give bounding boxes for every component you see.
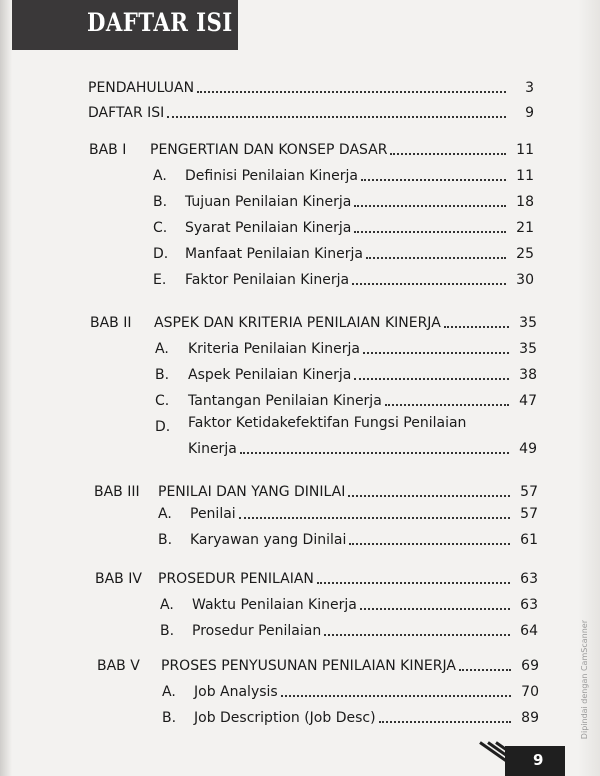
chapter-title-entry xyxy=(161,653,539,675)
toc-item-page: 63 xyxy=(520,597,538,613)
toc-item-label: Faktor Ketidakefektifan Fungsi Penilaian xyxy=(188,415,467,431)
item-letter: C. xyxy=(153,220,168,236)
leader-dots xyxy=(459,669,511,671)
leader-dots xyxy=(354,378,509,380)
toc-entry-label: PENDAHULUAN xyxy=(88,80,195,96)
chapter-label: BAB II xyxy=(90,315,132,331)
leader-dots xyxy=(352,283,506,285)
chapter-title-entry xyxy=(154,310,537,332)
chapter-title-entry xyxy=(158,566,538,588)
toc-item-page: 25 xyxy=(516,246,534,262)
leader-dots xyxy=(197,91,506,93)
leader-dots xyxy=(363,352,509,354)
item-letter: B. xyxy=(158,532,173,548)
item-letter: D. xyxy=(153,246,169,262)
toc-item xyxy=(188,336,537,358)
toc-item-label: Definisi Penilaian Kinerja xyxy=(185,168,358,184)
toc-item-page: 21 xyxy=(516,220,534,236)
leader-dots xyxy=(317,582,510,584)
toc-item-label: Tantangan Penilaian Kinerja xyxy=(188,393,382,409)
toc-item-label: Tujuan Penilaian Kinerja xyxy=(185,194,352,210)
chapter-title-entry xyxy=(158,479,538,501)
item-letter: A. xyxy=(162,684,176,700)
page-number: 9 xyxy=(533,751,544,769)
toc-item-label: Job Description (Job Desc) xyxy=(194,710,376,726)
toc-item-label-cont: Kinerja xyxy=(188,441,237,457)
leader-dots xyxy=(379,721,511,723)
toc-entry-daftar-isi xyxy=(88,100,534,122)
chapter-title: PROSEDUR PENILAIAN xyxy=(158,571,314,587)
toc-item-continued xyxy=(188,436,537,458)
toc-item-label: Manfaat Penilaian Kinerja xyxy=(185,246,363,262)
chapter-title-entry xyxy=(150,137,534,159)
toc-item-page: 11 xyxy=(516,168,534,184)
leader-dots xyxy=(366,257,506,259)
chapter-label: BAB IV xyxy=(95,571,142,587)
toc-item-page: 30 xyxy=(516,272,534,288)
toc-item-label: Job Analysis xyxy=(194,684,278,700)
toc-entry-page: 9 xyxy=(525,105,534,121)
item-letter: A. xyxy=(155,341,169,357)
leader-dots xyxy=(354,205,506,207)
toc-item-page: 49 xyxy=(519,441,537,457)
leader-dots xyxy=(348,495,510,497)
leader-dots xyxy=(390,153,506,155)
chapter-title: PROSES PENYUSUNAN PENILAIAN KINERJA xyxy=(161,658,456,674)
toc-item xyxy=(188,388,537,410)
toc-item xyxy=(185,241,534,263)
item-letter: B. xyxy=(155,367,170,383)
chapter-title: ASPEK DAN KRITERIA PENILAIAN KINERJA xyxy=(154,315,441,331)
leader-dots xyxy=(239,517,510,519)
toc-item-label: Syarat Penilaian Kinerja xyxy=(185,220,352,236)
toc-entry-page: 3 xyxy=(525,80,534,96)
toc-item-label: Faktor Penilaian Kinerja xyxy=(185,272,350,288)
item-letter: B. xyxy=(153,194,168,210)
toc-item xyxy=(188,362,537,384)
toc-item-label: Aspek Penilaian Kinerja xyxy=(188,367,352,383)
toc-item xyxy=(185,267,534,289)
item-letter: A. xyxy=(153,168,167,184)
toc-item-label: Penilai xyxy=(190,506,236,522)
toc-item xyxy=(185,163,534,185)
chapter-label: BAB V xyxy=(97,658,140,674)
toc-item-page: 18 xyxy=(516,194,534,210)
chapter-page: 11 xyxy=(516,142,534,158)
toc-item-label: Waktu Penilaian Kinerja xyxy=(192,597,357,613)
toc-item-page: 38 xyxy=(519,367,537,383)
chapter-page: 35 xyxy=(519,315,537,331)
item-letter: A. xyxy=(158,506,172,522)
toc-item xyxy=(194,679,539,701)
chapter-label: BAB III xyxy=(94,484,140,500)
chapter-page: 63 xyxy=(520,571,538,587)
toc-item xyxy=(194,705,539,727)
toc-item-label: Karyawan yang Dinilai xyxy=(190,532,347,548)
toc-item-page: 70 xyxy=(521,684,539,700)
leader-dots xyxy=(240,452,509,454)
toc-item xyxy=(185,215,534,237)
item-letter: B. xyxy=(162,710,177,726)
leader-dots xyxy=(349,543,510,545)
leader-dots xyxy=(444,326,509,328)
toc-item xyxy=(190,501,538,523)
leader-dots xyxy=(385,404,509,406)
toc-item-page: 61 xyxy=(520,532,538,548)
chapter-title: PENGERTIAN DAN KONSEP DASAR xyxy=(150,142,388,158)
toc-item xyxy=(185,189,534,211)
leader-dots xyxy=(324,634,510,636)
toc-item xyxy=(192,618,538,640)
toc-item xyxy=(190,527,538,549)
toc-item-page: 35 xyxy=(519,341,537,357)
chapter-label: BAB I xyxy=(89,142,127,158)
leader-dots xyxy=(281,695,511,697)
toc-item-page: 64 xyxy=(520,623,538,639)
toc-item-page: 57 xyxy=(520,506,538,522)
leader-dots xyxy=(360,608,510,610)
item-letter: E. xyxy=(153,272,167,288)
leader-dots xyxy=(167,116,506,118)
toc-item xyxy=(192,592,538,614)
item-letter: A. xyxy=(160,597,174,613)
chapter-title: PENILAI DAN YANG DINILAI xyxy=(158,484,346,500)
chapter-page: 69 xyxy=(521,658,539,674)
item-letter: B. xyxy=(160,623,175,639)
leader-dots xyxy=(361,179,506,181)
toc-entry-label: DAFTAR ISI xyxy=(88,105,165,121)
page-left-shadow xyxy=(0,0,12,776)
item-letter: C. xyxy=(155,393,170,409)
scanner-watermark: Dipindai dengan CamScanner xyxy=(580,620,589,740)
page-title: DAFTAR ISI xyxy=(87,8,233,37)
item-letter: D. xyxy=(155,419,171,435)
toc-item-page: 89 xyxy=(521,710,539,726)
toc-item-page: 47 xyxy=(519,393,537,409)
toc-item-label: Kriteria Penilaian Kinerja xyxy=(188,341,360,357)
leader-dots xyxy=(354,231,506,233)
toc-entry-pendahuluan xyxy=(88,75,534,97)
chapter-page: 57 xyxy=(520,484,538,500)
toc-item-label: Prosedur Penilaian xyxy=(192,623,322,639)
